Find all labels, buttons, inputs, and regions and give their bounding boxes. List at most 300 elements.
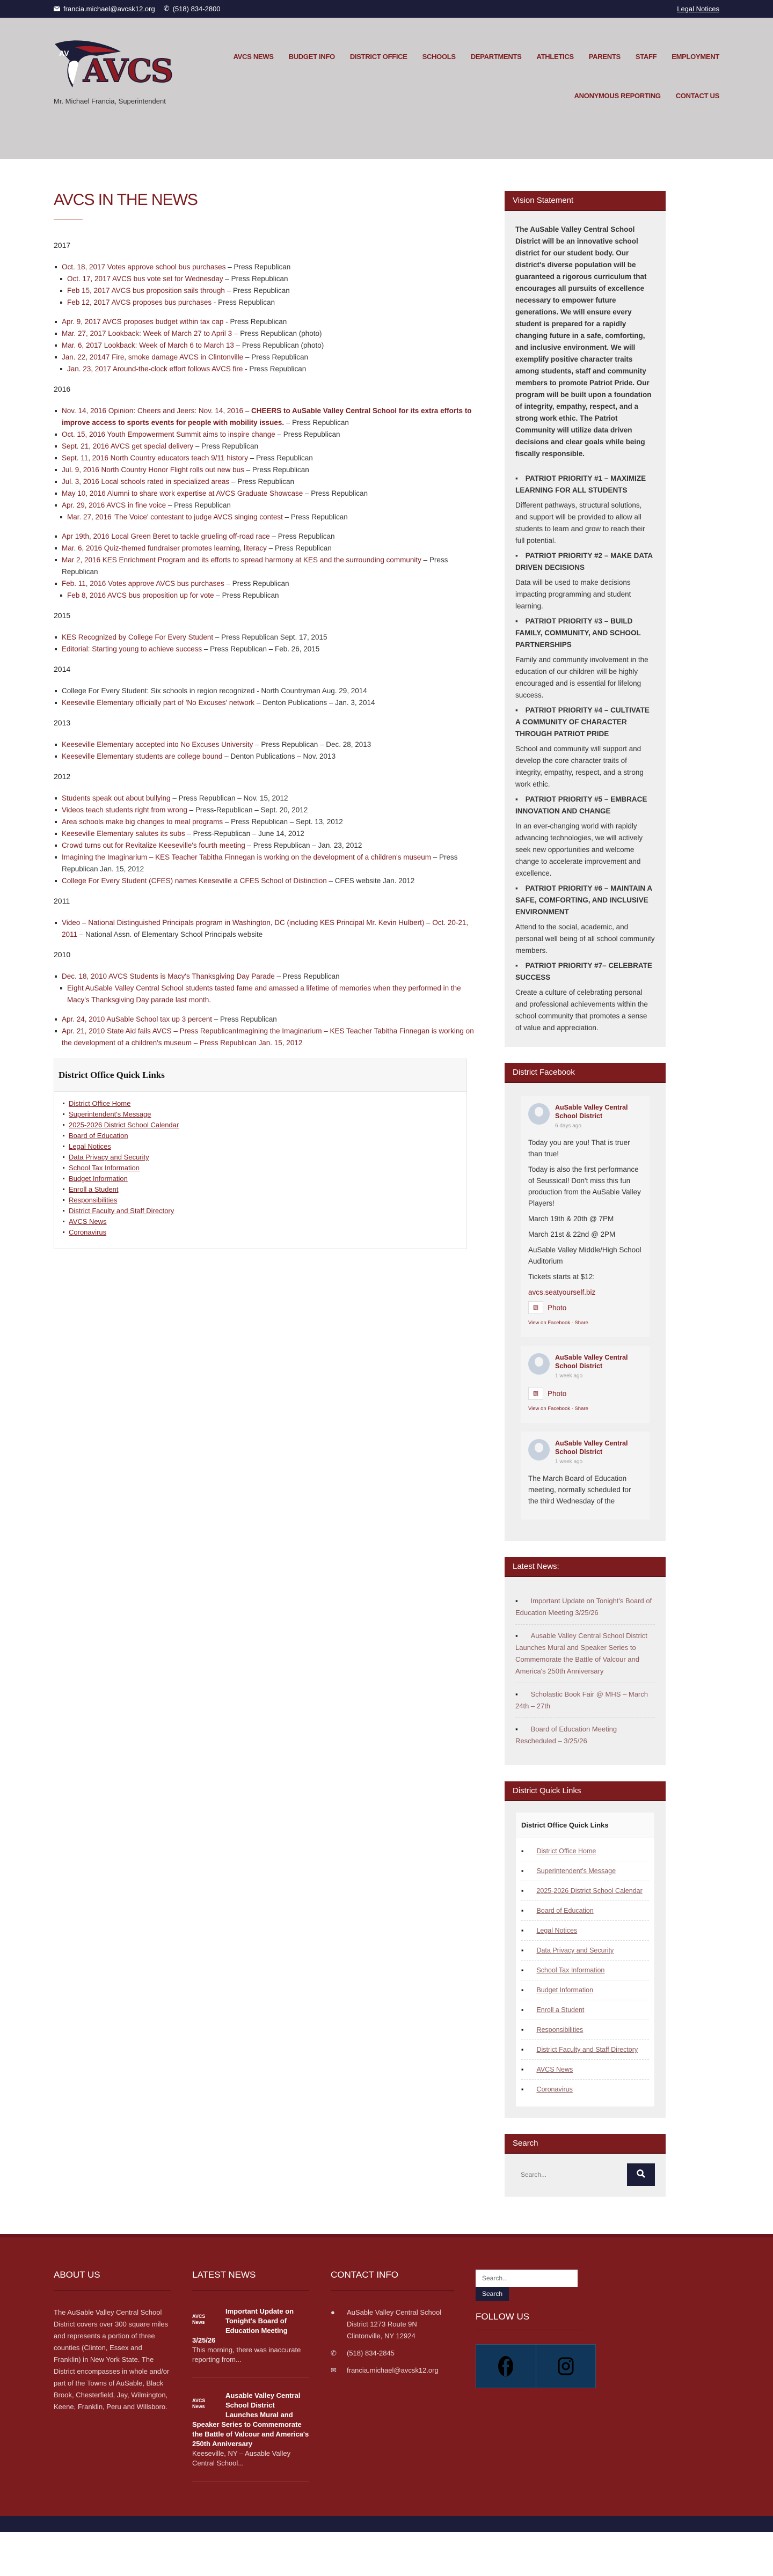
news-article-link[interactable]: Imagining the Imaginarium – KES Teacher Tabitha Finnegan is working on the development of a children's museum — [62, 853, 431, 861]
quick-link-item — [62, 1184, 459, 1195]
nav-parents[interactable]: PARENTS — [588, 53, 621, 61]
quick-link-item — [521, 1881, 649, 1901]
sidebar-search-input[interactable] — [515, 2168, 612, 2182]
news-article-link[interactable]: Editorial: Starting young to achieve success — [62, 645, 202, 653]
post-text: Today is also the first performance of Seussical! Don't miss this fun production from the AuSable Valley Players! — [528, 1165, 641, 1207]
footer-news-item[interactable] — [192, 2307, 309, 2378]
avatar — [528, 1103, 550, 1125]
facebook-post — [521, 1346, 650, 1423]
quick-link[interactable]: AVCS News — [69, 1217, 107, 1225]
post-text: The March Board of Education meeting, normally scheduled for the third Wednesday of the — [528, 1474, 631, 1505]
news-item — [54, 500, 483, 511]
nav-employment[interactable]: EMPLOYMENT — [672, 53, 719, 61]
news-source: – Press Republican (photo) — [234, 341, 324, 349]
latest-news-item[interactable] — [515, 1683, 655, 1718]
news-item — [54, 441, 483, 452]
post-text: March 21st & 22nd @ 2PM — [528, 1230, 616, 1238]
news-item — [59, 982, 483, 1006]
latest-news-item[interactable] — [515, 1718, 655, 1752]
site-header — [0, 18, 773, 159]
news-source: – Press Republican — [214, 591, 279, 599]
post-author[interactable]: AuSable Valley Central School District — [555, 1104, 628, 1120]
news-article-link[interactable]: Apr 19th, 2016 Local Green Beret to tackle grueling off-road race — [62, 532, 270, 540]
news-item — [54, 875, 483, 887]
quick-link-item — [62, 1206, 459, 1216]
quick-link[interactable]: Superintendent's Message — [69, 1110, 151, 1118]
year-heading: 2014 — [54, 665, 71, 673]
news-source: – Press Republican – Jan. 23, 2012 — [245, 841, 362, 849]
quick-link-item — [62, 1109, 459, 1120]
quick-link[interactable]: Responsibilities — [69, 1196, 118, 1204]
footer-email[interactable]: francia.michael@avcsk12.org — [347, 2366, 439, 2374]
svg-text:AV: AV — [59, 49, 69, 57]
news-item — [54, 840, 483, 852]
news-article-link[interactable]: Feb. 11, 2016 Votes approve AVCS bus purchases — [62, 579, 224, 588]
vision-statement-widget — [505, 191, 666, 1047]
year-heading: 2010 — [54, 950, 71, 959]
quick-link[interactable]: AVCS News — [536, 2066, 573, 2073]
priority-text: Create a culture of celebrating personal and professional achievements within the school community that promotes a sense of value and appreciation. — [515, 988, 648, 1032]
news-item — [54, 531, 483, 542]
news-article-link[interactable]: Dec. 18, 2010 AVCS Students is Macy's Thanksgiving Day Parade — [62, 972, 275, 980]
news-article-link[interactable]: Keeseville Elementary officially part of 'No Excuses' network — [62, 699, 255, 707]
news-source: – Press Republican — [224, 579, 289, 588]
footer-about-title: ABOUT US — [54, 2270, 171, 2291]
news-item — [54, 685, 483, 697]
post-text: AuSable Valley Middle/High School Auditorium — [528, 1246, 641, 1265]
news-article-link[interactable]: May 10, 2016 Alumni to share work expertise at AVCS Graduate Showcase — [62, 489, 303, 497]
post-link[interactable]: avcs.seatyourself.biz — [528, 1288, 596, 1296]
news-article-link[interactable]: Area schools make big changes to meal programs — [62, 818, 223, 826]
page-title: AVCS IN THE NEWS — [54, 191, 198, 209]
news-source: – Press Republican — [275, 430, 340, 438]
news-source: – Press Republican — [282, 513, 348, 521]
superintendent-name: Mr. Michael Francia, Superintendent — [54, 97, 166, 105]
instagram-icon — [558, 2357, 574, 2375]
news-article-link[interactable]: Jan. 23, 2017 Around-the-clock effort follows AVCS fire — [67, 365, 243, 373]
top-bar — [0, 0, 773, 18]
post-author[interactable]: AuSable Valley Central School District — [555, 1354, 628, 1370]
news-source: – Press-Republican – Sept. 20, 2012 — [187, 806, 308, 814]
latest-news-title: Scholastic Book Fair @ MHS – March 24th – 27th — [515, 1690, 648, 1710]
year-heading: 2012 — [54, 772, 71, 781]
priority-text: Different pathways, structural solutions, and support will be provided to allow all students to learn and grow to reach their full potential. — [515, 501, 645, 545]
news-source: - Press Republican — [223, 318, 287, 326]
post-text: Tickets starts at $12: — [528, 1273, 595, 1281]
photo-label: Photo — [548, 1303, 567, 1312]
quick-link-item — [521, 1961, 649, 1980]
priority-title: ▪ PATRIOT PRIORITY #3 – BUILD FAMILY, COMMUNITY, AND SCHOOL PARTNERSHIPS — [515, 615, 655, 651]
year-heading: 2016 — [54, 385, 71, 393]
news-list — [54, 739, 483, 762]
news-item — [54, 578, 483, 590]
news-source: – Press Republican (photo) — [232, 329, 322, 337]
map-pin-icon: ● — [331, 2308, 335, 2316]
priority-text: Attend to the social, academic, and personal well being of all school community members. — [515, 923, 655, 955]
news-source: – Press Republican – Dec. 28, 2013 — [253, 740, 371, 748]
follow-us-title: FOLLOW US — [476, 2311, 583, 2330]
news-item — [54, 316, 483, 328]
news-source: - Press Republican — [212, 298, 275, 306]
priority-title: ▪ PATRIOT PRIORITY #7– CELEBRATE SUCCESS — [515, 960, 655, 984]
priority-text: School and community will support and develop the core character traits of integrity, empathy, respect, and a strong work ethic. — [515, 745, 644, 788]
news-source: – Press Republican — [223, 275, 288, 283]
quick-link[interactable]: Board of Education — [536, 1907, 594, 1914]
news-article-highlight[interactable]: CHEERS to AuSable Valley Central School for its extra efforts to improve access to sports events for people with mobility issues. — [62, 407, 472, 427]
news-article-link[interactable]: Videos teach students right from wrong — [62, 806, 187, 814]
quick-link-item — [62, 1173, 459, 1184]
news-article-link[interactable]: Apr. 9, 2017 AVCS proposes budget within tax cap — [62, 318, 224, 326]
footer-contact — [331, 2270, 454, 2494]
quick-link-item — [521, 2020, 649, 2040]
phone-icon: ✆ — [163, 4, 170, 12]
news-item — [54, 328, 483, 340]
news-source: – Press Republican — [274, 972, 340, 980]
quick-link[interactable]: Budget Information — [536, 1986, 594, 1994]
news-list — [54, 261, 483, 375]
footer-search-button[interactable]: Search — [476, 2287, 509, 2301]
news-article-link[interactable]: Jul. 3, 2016 Local schools rated in specialized areas — [62, 478, 230, 486]
latest-news-item[interactable] — [515, 1625, 655, 1683]
news-article-link[interactable]: KES Recognized by College For Every Student — [62, 633, 214, 641]
widget-title: Latest News: — [505, 1557, 666, 1577]
year-heading: 2013 — [54, 718, 71, 727]
quick-link[interactable]: Legal Notices — [536, 1927, 578, 1934]
news-source: – Press Republican Sept. 17, 2015 — [213, 633, 327, 641]
year-heading: 2011 — [54, 897, 70, 905]
news-source: – Press Republican — [266, 544, 332, 552]
quick-link-item — [62, 1216, 459, 1227]
quick-link-item — [62, 1152, 459, 1163]
district-quick-links-widget — [505, 1781, 666, 2118]
news-article-link[interactable]: Students speak out about bullying — [62, 794, 171, 802]
news-source: – Press Republican – Sept. 13, 2012 — [223, 818, 343, 826]
quick-link-item — [521, 2000, 649, 2020]
quick-link-item — [521, 1980, 649, 2000]
photo-label: Photo — [548, 1389, 567, 1398]
footer-search-follow — [476, 2270, 593, 2494]
quick-link-item — [62, 1141, 459, 1152]
post-author[interactable]: AuSable Valley Central School District — [555, 1440, 628, 1456]
footer-latest-news — [192, 2270, 309, 2494]
news-source: – Press Republican — [225, 263, 291, 271]
post-photo[interactable] — [528, 1387, 642, 1400]
widget-title: Vision Statement — [505, 191, 666, 211]
nav-contact-us[interactable]: CONTACT US — [675, 92, 719, 100]
news-item — [54, 351, 483, 363]
news-source: – Press Republican — [229, 478, 295, 486]
news-list — [54, 405, 483, 601]
widget-title: District Quick Links — [505, 1781, 666, 1801]
site-logo[interactable] — [54, 31, 183, 105]
news-item — [54, 971, 483, 982]
quick-links-title: District Office Quick Links — [54, 1059, 466, 1092]
facebook-icon — [498, 2355, 514, 2377]
news-item — [54, 429, 483, 441]
search-icon — [636, 2169, 646, 2178]
footer-address: AuSable Valley Central School District 1273 Route 9N Clintonville, NY 12924 — [347, 2308, 442, 2340]
news-item — [54, 464, 483, 476]
news-item — [54, 1025, 483, 1049]
year-heading: 2017 — [54, 241, 71, 249]
news-source: – Press Republican — [303, 489, 368, 497]
envelope-icon — [54, 6, 60, 11]
quick-link-item — [521, 1901, 649, 1921]
news-article-link[interactable]: Apr. 21, 2010 State Aid fails AVCS – Press RepublicanImagining the Imaginarium – KES Teacher Tabitha Finnegan is working on the development of a children's museum – Press Republican Jan. 15, 2012 — [62, 1027, 474, 1047]
news-list — [54, 685, 483, 709]
quick-link[interactable]: Coronavirus — [536, 2086, 573, 2093]
logo-wordmark: AVCS — [83, 53, 172, 89]
quick-link[interactable]: Data Privacy and Security — [536, 1947, 614, 1954]
quick-link[interactable]: 2025-2026 District School Calendar — [536, 1887, 643, 1895]
quick-link[interactable]: District Faculty and Staff Directory — [69, 1207, 174, 1215]
footer-about-text: The AuSable Valley Central School District covers over 300 square miles and represents a portion of three counties (Clinton, Essex and Franklin) in New York State. The District encompasses in whole and/or part of the Towns of AuSable, Black Brook, Chesterfield, Jay, Wilmington, Keene, Franklin, Peru and Willsboro. — [54, 2308, 170, 2411]
news-article-link[interactable]: Feb 12, 2017 AVCS proposes bus purchases — [67, 298, 212, 306]
share-link[interactable]: Share — [574, 1320, 588, 1326]
quick-link-item — [521, 2080, 649, 2099]
post-text: Today you are you! That is truer than true! — [528, 1139, 630, 1158]
news-item — [54, 852, 483, 875]
news-article-link[interactable]: Keeseville Elementary students are college bound — [62, 752, 223, 760]
footer-news-item[interactable] — [192, 2391, 309, 2482]
news-source: – Press Republican — [193, 442, 258, 450]
news-article-link[interactable]: College For Every Student (CFES) names Keeseville a CFES School of Distinction — [62, 877, 327, 885]
news-article-link[interactable]: Nov. 14, 2016 Opinion: Cheers and Jeers: Nov. 14, 2016 – — [62, 407, 251, 415]
news-item — [54, 340, 483, 351]
news-article-link[interactable]: Mar 2, 2016 KES Enrichment Program and its efforts to spread harmony at KES and the surrounding community — [62, 556, 421, 564]
news-item — [59, 511, 483, 523]
post-time: 6 days ago — [555, 1123, 581, 1129]
news-item — [54, 643, 483, 655]
news-article-link[interactable]: Mar. 6, 2017 Lookback: Week of March 6 to March 13 — [62, 341, 234, 349]
footer-news-title[interactable]: Ausable Valley Central School District Launches Mural and Speaker Series to Commemorate the Battle of Valcour and America's 250th Anniversary — [192, 2391, 309, 2448]
quick-link[interactable]: District Office Home — [536, 1847, 596, 1855]
news-item — [59, 285, 483, 297]
news-list — [54, 632, 483, 655]
news-item — [54, 488, 483, 500]
news-list — [54, 971, 483, 1049]
post-actions: View on Facebook · Share — [528, 1320, 588, 1326]
news-item — [54, 917, 483, 941]
priority-text: Family and community involvement in the education of our children will be highly encouraged and is essential for lifelong success. — [515, 656, 648, 699]
nav-avcs-news[interactable]: AVCS NEWS — [233, 53, 274, 61]
quick-link[interactable]: Superintendent's Message — [536, 1867, 616, 1875]
nav-staff[interactable]: STAFF — [635, 53, 657, 61]
post-photo[interactable] — [528, 1301, 642, 1314]
news-article-link[interactable]: Feb 15, 2017 AVCS bus proposition sails through — [67, 287, 225, 295]
news-source: – Press Republican — [269, 532, 335, 540]
quick-link-item — [521, 2040, 649, 2060]
image-icon: ▧ — [528, 1301, 543, 1314]
news-article-link[interactable]: Sept. 11, 2016 North Country educators teach 9/11 history — [62, 454, 248, 462]
quick-link-item — [521, 2060, 649, 2080]
news-source: – Press Republican — [224, 287, 290, 295]
news-item — [59, 590, 483, 601]
news-source: – Press Republican — [212, 1015, 277, 1023]
news-source: – Denton Publications – Jan. 3, 2014 — [254, 699, 375, 707]
priority-text: Data will be used to make decisions impacting programming and student learning. — [515, 578, 631, 610]
nav-district-office[interactable]: DISTRICT OFFICE — [349, 53, 407, 61]
footer-phone[interactable]: (518) 834-2845 — [347, 2349, 395, 2357]
footer-news-excerpt: Keeseville, NY – Ausable Valley Central School... — [192, 2449, 291, 2467]
post-time: 1 week ago — [555, 1459, 583, 1465]
news-article-link[interactable]: Apr. 29, 2016 AVCS in fine voice — [62, 501, 166, 509]
main-content — [54, 191, 483, 2213]
news-article-link[interactable]: Jul. 9, 2016 North Country Honor Flight rolls out new bus — [62, 466, 244, 474]
news-source: – Press Republican — [284, 419, 349, 427]
news-article-link[interactable]: Mar. 27, 2017 Lookback: Week of March 27 to April 3 — [62, 329, 232, 337]
main-nav — [234, 53, 719, 100]
quick-link[interactable]: Responsibilities — [536, 2026, 584, 2034]
news-item — [54, 751, 483, 762]
latest-news-title: Important Update on Tonight's Board of Education Meeting 3/25/26 — [515, 1597, 652, 1617]
view-on-facebook-link[interactable]: View on Facebook — [528, 1320, 570, 1326]
news-article-link[interactable]: Keeseville Elementary salutes its subs — [62, 830, 185, 838]
news-item — [54, 828, 483, 840]
quick-link-item — [62, 1098, 459, 1109]
news-article-link[interactable]: Mar. 27, 2016 'The Voice' contestant to judge AVCS singing contest — [67, 513, 283, 521]
quick-link[interactable]: Enroll a Student — [69, 1185, 119, 1193]
nav-departments[interactable]: DEPARTMENTS — [470, 53, 522, 61]
vision-text: The AuSable Valley Central School District will be an innovative school district for our student body. Our district's diverse population will be guaranteed a rigorous curriculum that encourages all pursuits of excellence necessary to empower future generations. We will ensure every student is prepared for a rapidly changing future in a safe, comforting, and inclusive environment. We will exemplify positive character traits among students, staff and community members to promote Patriot Pride. Our program will be built upon a foundation of integrity, empathy, respect, and a strong work ethic. The Patriot Community will utilize data driven decisions and clear goals while being fiscally responsible. — [515, 225, 652, 458]
news-item — [54, 261, 483, 273]
news-item — [54, 476, 483, 488]
quick-link-item — [62, 1163, 459, 1173]
news-item — [54, 554, 483, 578]
news-source: – Press-Republican – June 14, 2012 — [185, 830, 304, 838]
share-link[interactable]: Share — [574, 1406, 588, 1412]
news-item — [54, 804, 483, 816]
news-article-link[interactable]: Video – National Distinguished Principals program in Washington, DC (including KES Principal Mr. Kevin Hulbert) – Oct. 20-21, 2011 — [62, 919, 469, 938]
social-links — [476, 2344, 596, 2388]
news-item — [54, 1014, 483, 1025]
post-actions: View on Facebook · Share — [528, 1406, 588, 1412]
news-item — [54, 816, 483, 828]
widget-title: District Facebook — [505, 1063, 666, 1083]
news-source: – Denton Publications – Nov. 2013 — [222, 752, 336, 760]
facebook-post — [521, 1096, 650, 1337]
post-text: March 19th & 20th @ 7PM — [528, 1215, 614, 1223]
news-article-link[interactable]: Crowd turns out for Revitalize Keeseville's fourth meeting — [62, 841, 245, 849]
priority-title: ▪ PATRIOT PRIORITY #2 – MAKE DATA DRIVEN DECISIONS — [515, 550, 655, 574]
footer-news-excerpt: This morning, there was inaccurate reporting from... — [192, 2346, 301, 2364]
quick-links-box-title: District Office Quick Links — [516, 1812, 654, 1838]
news-article-link[interactable]: Oct. 15, 2016 Youth Empowerment Summit aims to inspire change — [62, 430, 275, 438]
news-source: - Press Republican — [243, 365, 307, 373]
news-article-link[interactable]: Feb 8, 2016 AVCS bus proposition up for vote — [67, 591, 214, 599]
view-on-facebook-link[interactable]: View on Facebook — [528, 1406, 570, 1412]
news-item — [59, 297, 483, 309]
site-footer — [0, 2234, 773, 2516]
news-source: – National Assn. of Elementary School Principals website — [77, 930, 263, 938]
quick-link[interactable]: School Tax Information — [69, 1164, 140, 1172]
nav-athletics[interactable]: ATHLETICS — [536, 53, 574, 61]
news-article-link[interactable]: Keeseville Elementary accepted into No Excuses University — [62, 740, 253, 748]
news-article-link[interactable]: Jan. 22, 20147 Fire, smoke damage AVCS in Clintonville — [62, 353, 244, 361]
avatar — [528, 1439, 550, 1461]
nav-budget-info[interactable]: BUDGET INFO — [288, 53, 335, 61]
envelope-icon: ✉ — [331, 2366, 337, 2374]
district-office-quick-links — [54, 1059, 467, 1249]
quick-link[interactable]: Budget Information — [69, 1175, 128, 1183]
quick-link[interactable]: Legal Notices — [69, 1142, 111, 1150]
footer-bottom-bar — [0, 2516, 773, 2532]
quick-link-item — [521, 1861, 649, 1881]
widget-title: Search — [505, 2134, 666, 2154]
topbar-email[interactable]: francia.michael@avcsk12.org — [54, 5, 155, 13]
avatar — [528, 1353, 550, 1375]
footer-search-input[interactable] — [476, 2270, 578, 2287]
news-item — [54, 697, 483, 709]
news-article-link[interactable]: Eight AuSable Valley Central School students tasted fame and amassed a lifetime of memories when they performed in the Macy's Thanksgiving Day parade last month. — [67, 984, 461, 1004]
quick-link-item — [521, 1841, 649, 1861]
news-list — [54, 792, 483, 887]
footer-news-title: LATEST NEWS — [192, 2270, 309, 2291]
news-item — [54, 632, 483, 643]
quick-link-item — [521, 1921, 649, 1941]
quick-link[interactable]: Data Privacy and Security — [69, 1153, 149, 1161]
quick-link[interactable]: 2025-2026 District School Calendar — [69, 1121, 179, 1129]
latest-news-widget — [505, 1557, 666, 1765]
news-article-link[interactable]: Oct. 18, 2017 Votes approve school bus purchases — [62, 263, 226, 271]
news-item — [54, 405, 483, 429]
post-time: 1 week ago — [555, 1373, 583, 1379]
news-item — [54, 792, 483, 804]
footer-news-title[interactable]: Important Update on Tonight's Board of Education Meeting 3/25/26 — [192, 2307, 294, 2344]
quick-link[interactable]: District Faculty and Staff Directory — [536, 2046, 638, 2053]
news-list — [54, 917, 483, 941]
quick-link[interactable]: School Tax Information — [536, 1966, 605, 1974]
news-source: – Press Republican Jan. 15, 2012 — [62, 853, 458, 873]
news-item — [59, 273, 483, 285]
legal-notices-link[interactable]: Legal Notices — [677, 4, 719, 13]
image-icon: ▧ — [528, 1387, 543, 1400]
news-source: – Press Republican — [243, 353, 309, 361]
news-article-link[interactable]: Mar. 6, 2016 Quiz-themed fundraiser promotes learning, literacy — [62, 544, 267, 552]
facebook-link[interactable] — [476, 2345, 536, 2388]
year-heading: 2015 — [54, 611, 71, 620]
instagram-link[interactable] — [536, 2345, 596, 2388]
quick-link[interactable]: Coronavirus — [69, 1228, 107, 1236]
topbar-phone[interactable]: ✆ (518) 834-2800 — [163, 4, 221, 13]
footer-about — [54, 2270, 171, 2494]
quick-link[interactable]: Enroll a Student — [536, 2006, 585, 2014]
quick-link-item — [62, 1195, 459, 1206]
nav-schools[interactable]: SCHOOLS — [422, 53, 456, 61]
sidebar-search-button[interactable] — [627, 2163, 655, 2186]
avcs-news-thumbnail-icon: AVCS News — [192, 2398, 206, 2409]
nav-anonymous-reporting[interactable]: ANONYMOUS REPORTING — [574, 92, 661, 100]
news-article-link[interactable]: Oct. 17, 2017 AVCS bus vote set for Wednesday — [67, 275, 223, 283]
news-source: – Press Republican — [247, 454, 313, 462]
news-item — [54, 452, 483, 464]
footer-contact-title: CONTACT INFO — [331, 2270, 454, 2291]
news-source: – Press Republican – Feb. 26, 2015 — [202, 645, 320, 653]
quick-link[interactable]: District Office Home — [69, 1099, 131, 1107]
news-item — [59, 363, 483, 375]
priority-title: ▪ PATRIOT PRIORITY #1 – MAXIMIZE LEARNING FOR ALL STUDENTS — [515, 473, 655, 496]
quick-link-item — [521, 1941, 649, 1961]
latest-news-item[interactable] — [515, 1590, 655, 1625]
quick-link[interactable]: Board of Education — [69, 1132, 128, 1140]
news-article-link[interactable]: Apr. 24, 2010 AuSable School tax up 3 percent — [62, 1015, 212, 1023]
priority-title: ▪ PATRIOT PRIORITY #6 – MAINTAIN A SAFE, COMFORTING, AND INCLUSIVE ENVIRONMENT — [515, 883, 655, 918]
news-article-link[interactable]: Sept. 21, 2016 AVCS get special delivery — [62, 442, 194, 450]
facebook-post — [521, 1432, 650, 1520]
quick-link-item — [62, 1120, 459, 1131]
latest-news-title: Board of Education Meeting Rescheduled – 3/25/26 — [515, 1725, 617, 1745]
priority-text: In an ever-changing world with rapidly advancing technologies, we will actively seek new opportunities and welcome change to accelerate improvement and excellence. — [515, 822, 643, 877]
